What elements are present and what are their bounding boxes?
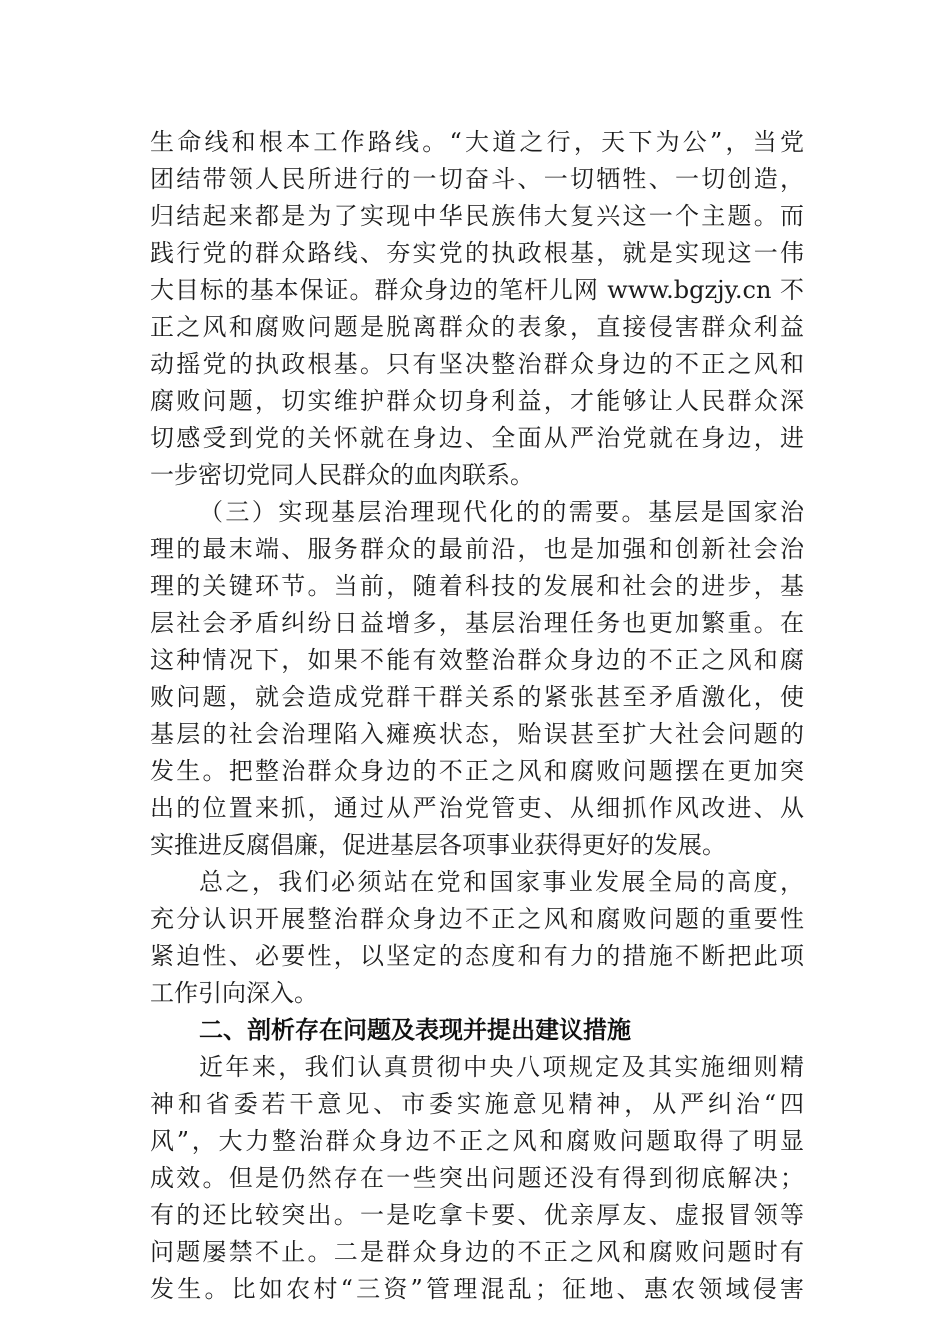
text-line: 理的关键环节。当前，随着科技的发展和社会的进步，基 [150,572,804,600]
text-line: 层社会矛盾纠纷日益增多，基层治理任务也更加繁重。在 [150,609,804,637]
text-line: 实推进反腐倡廉，促进基层各项事业获得更好的发展。 [150,831,726,859]
text-line: 成效。但是仍然存在一些突出问题还没有得到彻底解决； [150,1164,804,1192]
text-line: 发生。比如农村“三资”管理混乱；征地、惠农领域侵害 [150,1275,804,1303]
text-line: 一步密切党同人民群众的血肉联系。 [150,461,534,489]
text-line: 大目标的基本保证。群众身边的笔杆儿网 www.bgzjy.cn 不 [150,276,804,304]
section-subheading-line: （三）实现基层治理现代化的的需要。基层是国家治 [199,498,804,526]
text-line: 发生。把整治群众身边的不正之风和腐败问题摆在更加突 [150,757,804,785]
text-line: 问题屡禁不止。二是群众身边的不正之风和腐败问题时有 [150,1238,804,1266]
text-line: 败问题，就会造成党群干群关系的紧张甚至矛盾激化，使 [150,683,804,711]
text-line: 出的位置来抓，通过从严治党管吏、从细抓作风改进、从 [150,794,804,822]
text-line: 总之，我们必须站在党和国家事业发展全局的高度， [199,868,804,896]
text-line: 理的最末端、服务群众的最前沿，也是加强和创新社会治 [150,535,804,563]
text-line: 正之风和腐败问题是脱离群众的表象，直接侵害群众利益 [150,313,804,341]
text-line: 神和省委若干意见、市委实施意见精神，从严纠治“四 [150,1090,804,1118]
text-line: 团结带领人民所进行的一切奋斗、一切牺牲、一切创造， [150,165,804,193]
section-heading: 二、剖析存在问题及表现并提出建议措施 [199,1016,631,1044]
text-line: 动摇党的执政根基。只有坚决整治群众身边的不正之风和 [150,350,804,378]
text-line: 有的还比较突出。一是吃拿卡要、优亲厚友、虚报冒领等 [150,1201,804,1229]
text-line: 近年来，我们认真贯彻中央八项规定及其实施细则精 [199,1053,804,1081]
text-line: 切感受到党的关怀就在身边、全面从严治党就在身边，进 [150,424,804,452]
text-line: 归结起来都是为了实现中华民族伟大复兴这一个主题。而 [150,202,804,230]
text-line: 腐败问题，切实维护群众切身利益，才能够让人民群众深 [150,387,804,415]
text-line: 这种情况下，如果不能有效整治群众身边的不正之风和腐 [150,646,804,674]
text-line: 充分认识开展整治群众身边不正之风和腐败问题的重要性 [150,905,804,933]
text-line: 生命线和根本工作路线。“大道之行，天下为公”，当党 [150,128,804,156]
text-line: 基层的社会治理陷入瘫痪状态，贻误甚至扩大社会问题的 [150,720,804,748]
text-line: 工作引向深入。 [150,979,318,1007]
text-line: 紧迫性、必要性，以坚定的态度和有力的措施不断把此项 [150,942,804,970]
text-line: 风”，大力整治群众身边不正之风和腐败问题取得了明显 [150,1127,804,1155]
text-line: 践行党的群众路线、夯实党的执政根基，就是实现这一伟 [150,239,804,267]
